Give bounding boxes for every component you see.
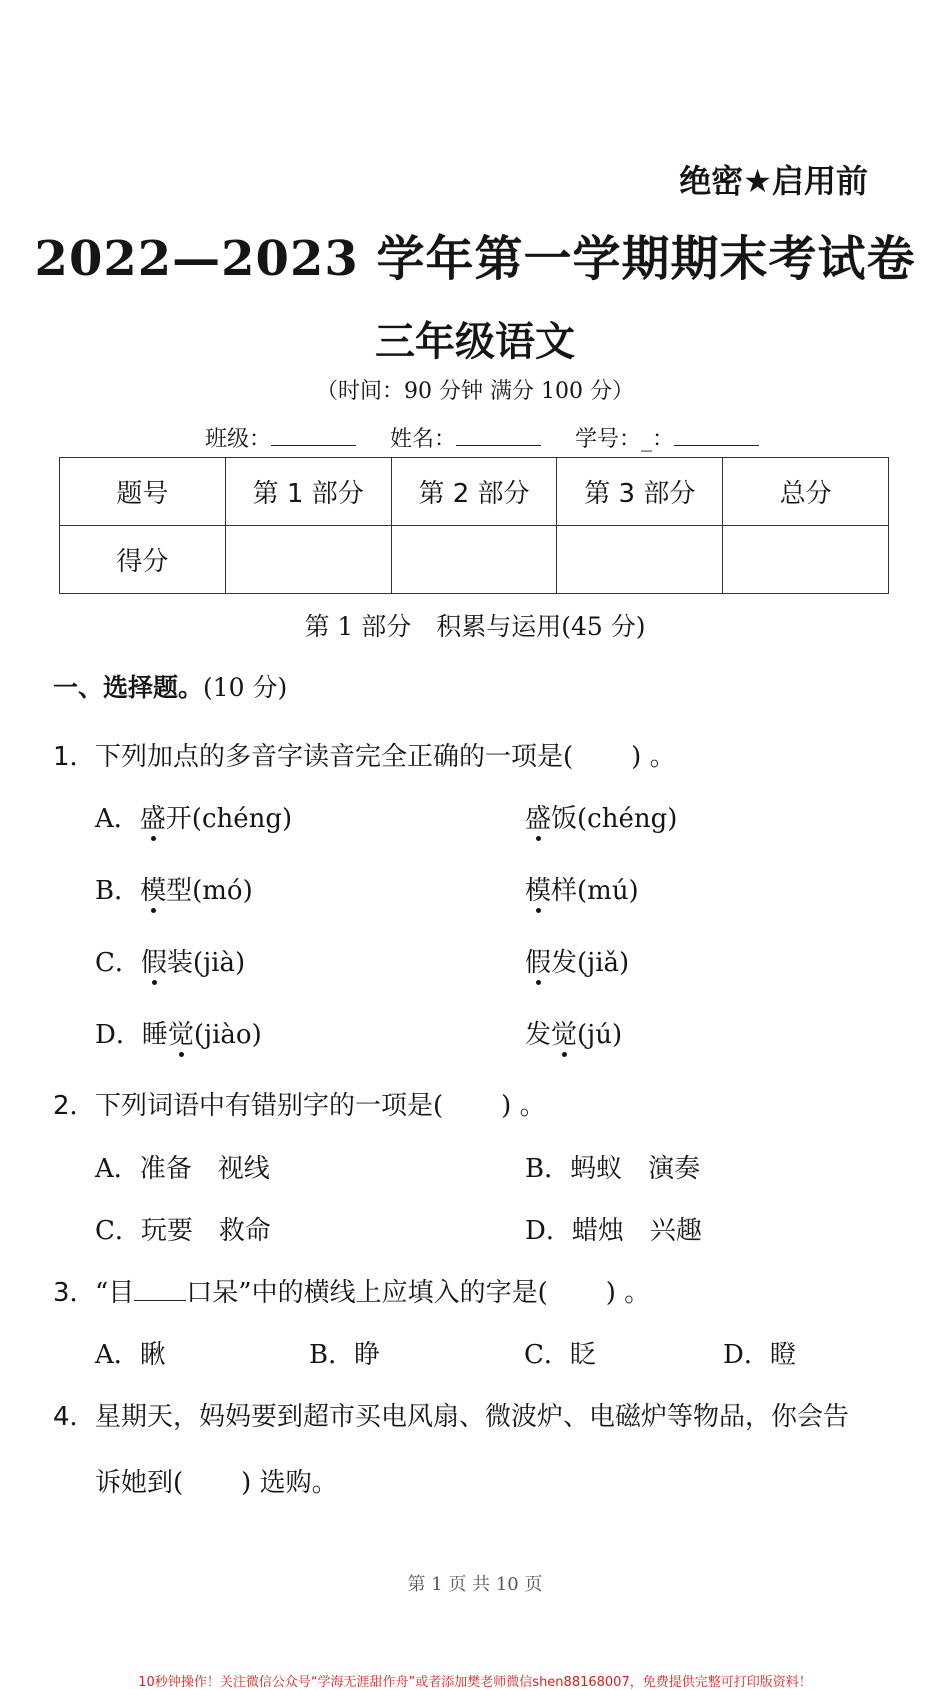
option-label: D． <box>95 1020 142 1050</box>
question-end: ) 。 <box>605 1278 651 1308</box>
dotted-char: 模 <box>525 876 552 906</box>
question-3 <box>53 1272 650 1309</box>
option-text: 装(jià) <box>166 948 246 978</box>
fill-blank <box>134 1278 186 1301</box>
score-cell <box>391 526 557 594</box>
question-stem-b: 口呆”中的横线上应填入的字是( <box>186 1278 548 1308</box>
option-label: C． <box>95 948 141 978</box>
exam-info: （时间：90 分钟 满分 100 分） <box>316 379 634 404</box>
id-blank <box>674 425 759 446</box>
q1-option-c-right <box>525 942 629 979</box>
q1-option-c-left <box>95 942 245 979</box>
q3-option-b: B．睁 <box>309 1340 381 1370</box>
score-header-cell: 题号 <box>60 458 226 526</box>
q1-option-b-right <box>525 870 639 907</box>
option-text: 样(mú) <box>551 876 639 906</box>
score-table-score-row <box>60 526 889 594</box>
dotted-char: 盛 <box>525 804 552 834</box>
id-label: 学号：_： <box>575 427 675 452</box>
question-line-2b: ) 选购。 <box>241 1468 338 1498</box>
question-end: ) 。 <box>631 742 676 772</box>
q2-option-a: A．准备 视线 <box>95 1154 270 1184</box>
page-footer: 第 1 页 共 10 页 <box>407 1574 543 1595</box>
dotted-char: 模 <box>140 876 167 906</box>
q2-option-d: D．蜡烛 兴趣 <box>525 1216 702 1246</box>
score-header-cell: 第 1 部分 <box>225 458 391 526</box>
option-label: A． <box>95 804 140 834</box>
exam-subtitle: 三年级语文 <box>375 319 575 365</box>
q3-option-c: C．眨 <box>524 1340 596 1370</box>
question-end: ) 。 <box>501 1091 546 1121</box>
q1-option-d-left <box>95 1014 262 1051</box>
score-cell <box>723 526 889 594</box>
question-4 <box>53 1396 849 1433</box>
option-text: (jú) <box>577 1020 623 1050</box>
part-heading <box>53 668 287 704</box>
score-table <box>59 457 889 594</box>
q1-option-d-right <box>525 1014 622 1051</box>
option-text: 发 <box>525 1020 552 1050</box>
question-stem: 下列加点的多音字读音完全正确的一项是( <box>95 742 574 772</box>
class-blank <box>271 425 356 446</box>
question-line-1: 星期天，妈妈要到超市买电风扇、微波炉、电磁炉等物品，你会告 <box>95 1402 850 1432</box>
score-header-cell: 第 2 部分 <box>391 458 557 526</box>
option-text: 型(mó) <box>166 876 253 906</box>
question-2 <box>53 1085 546 1122</box>
dotted-char: 假 <box>525 948 552 978</box>
dotted-char: 假 <box>140 948 167 978</box>
question-1 <box>53 736 676 773</box>
score-cell <box>225 526 391 594</box>
option-label: B． <box>95 876 141 906</box>
q1-option-a-left <box>95 798 292 835</box>
score-row-label: 得分 <box>60 526 226 594</box>
q2-option-b: B．蚂蚁 演奏 <box>525 1154 701 1184</box>
q3-option-a: A．瞅 <box>95 1340 166 1370</box>
question-number: 3． <box>53 1278 96 1308</box>
option-text: (jiào) <box>193 1020 262 1050</box>
score-header-cell: 第 3 部分 <box>557 458 723 526</box>
part-heading-points: (10 分) <box>203 673 288 702</box>
option-text: 睡 <box>141 1020 168 1050</box>
exam-title: 2022—2023 学年第一学期期末考试卷 <box>34 231 916 287</box>
score-header-cell: 总分 <box>723 458 889 526</box>
score-table-header-row <box>60 458 889 526</box>
q2-option-c: C．玩要 救命 <box>95 1216 271 1246</box>
class-label: 班级： <box>205 427 272 452</box>
student-fields <box>205 422 759 453</box>
question-number: 2． <box>53 1091 96 1121</box>
dotted-char: 盛 <box>139 804 166 834</box>
question-number: 1． <box>53 742 96 772</box>
question-stem: 下列词语中有错别字的一项是( <box>95 1091 444 1121</box>
question-number: 4． <box>53 1402 96 1432</box>
confidential-mark: 绝密★启用前 <box>679 162 868 200</box>
option-text: 发(jiǎ) <box>551 948 630 978</box>
promo-banner: 10秒钟操作！关注微信公众号“学海无涯甜作舟”或者添加樊老师微信shen88168007，免费提供完整可打印版资料！ <box>138 1675 812 1690</box>
dotted-char: 觉 <box>167 1020 194 1050</box>
q3-option-d: D．瞪 <box>723 1340 796 1370</box>
score-cell <box>557 526 723 594</box>
name-label: 姓名： <box>390 427 457 452</box>
part-heading-label: 一、选择题。 <box>53 673 204 702</box>
question-4-line-2 <box>95 1462 338 1499</box>
dotted-char: 觉 <box>551 1020 578 1050</box>
q1-option-b-left <box>95 870 253 907</box>
section-title: 第 1 部分 积累与运用(45 分) <box>304 612 646 641</box>
question-line-2a: 诉她到( <box>95 1468 184 1498</box>
q1-option-a-right <box>525 798 677 835</box>
option-text: 饭(chéng) <box>551 804 678 834</box>
name-blank <box>456 425 541 446</box>
question-stem-a: “目 <box>95 1278 135 1308</box>
option-text: 开(chéng) <box>165 804 293 834</box>
